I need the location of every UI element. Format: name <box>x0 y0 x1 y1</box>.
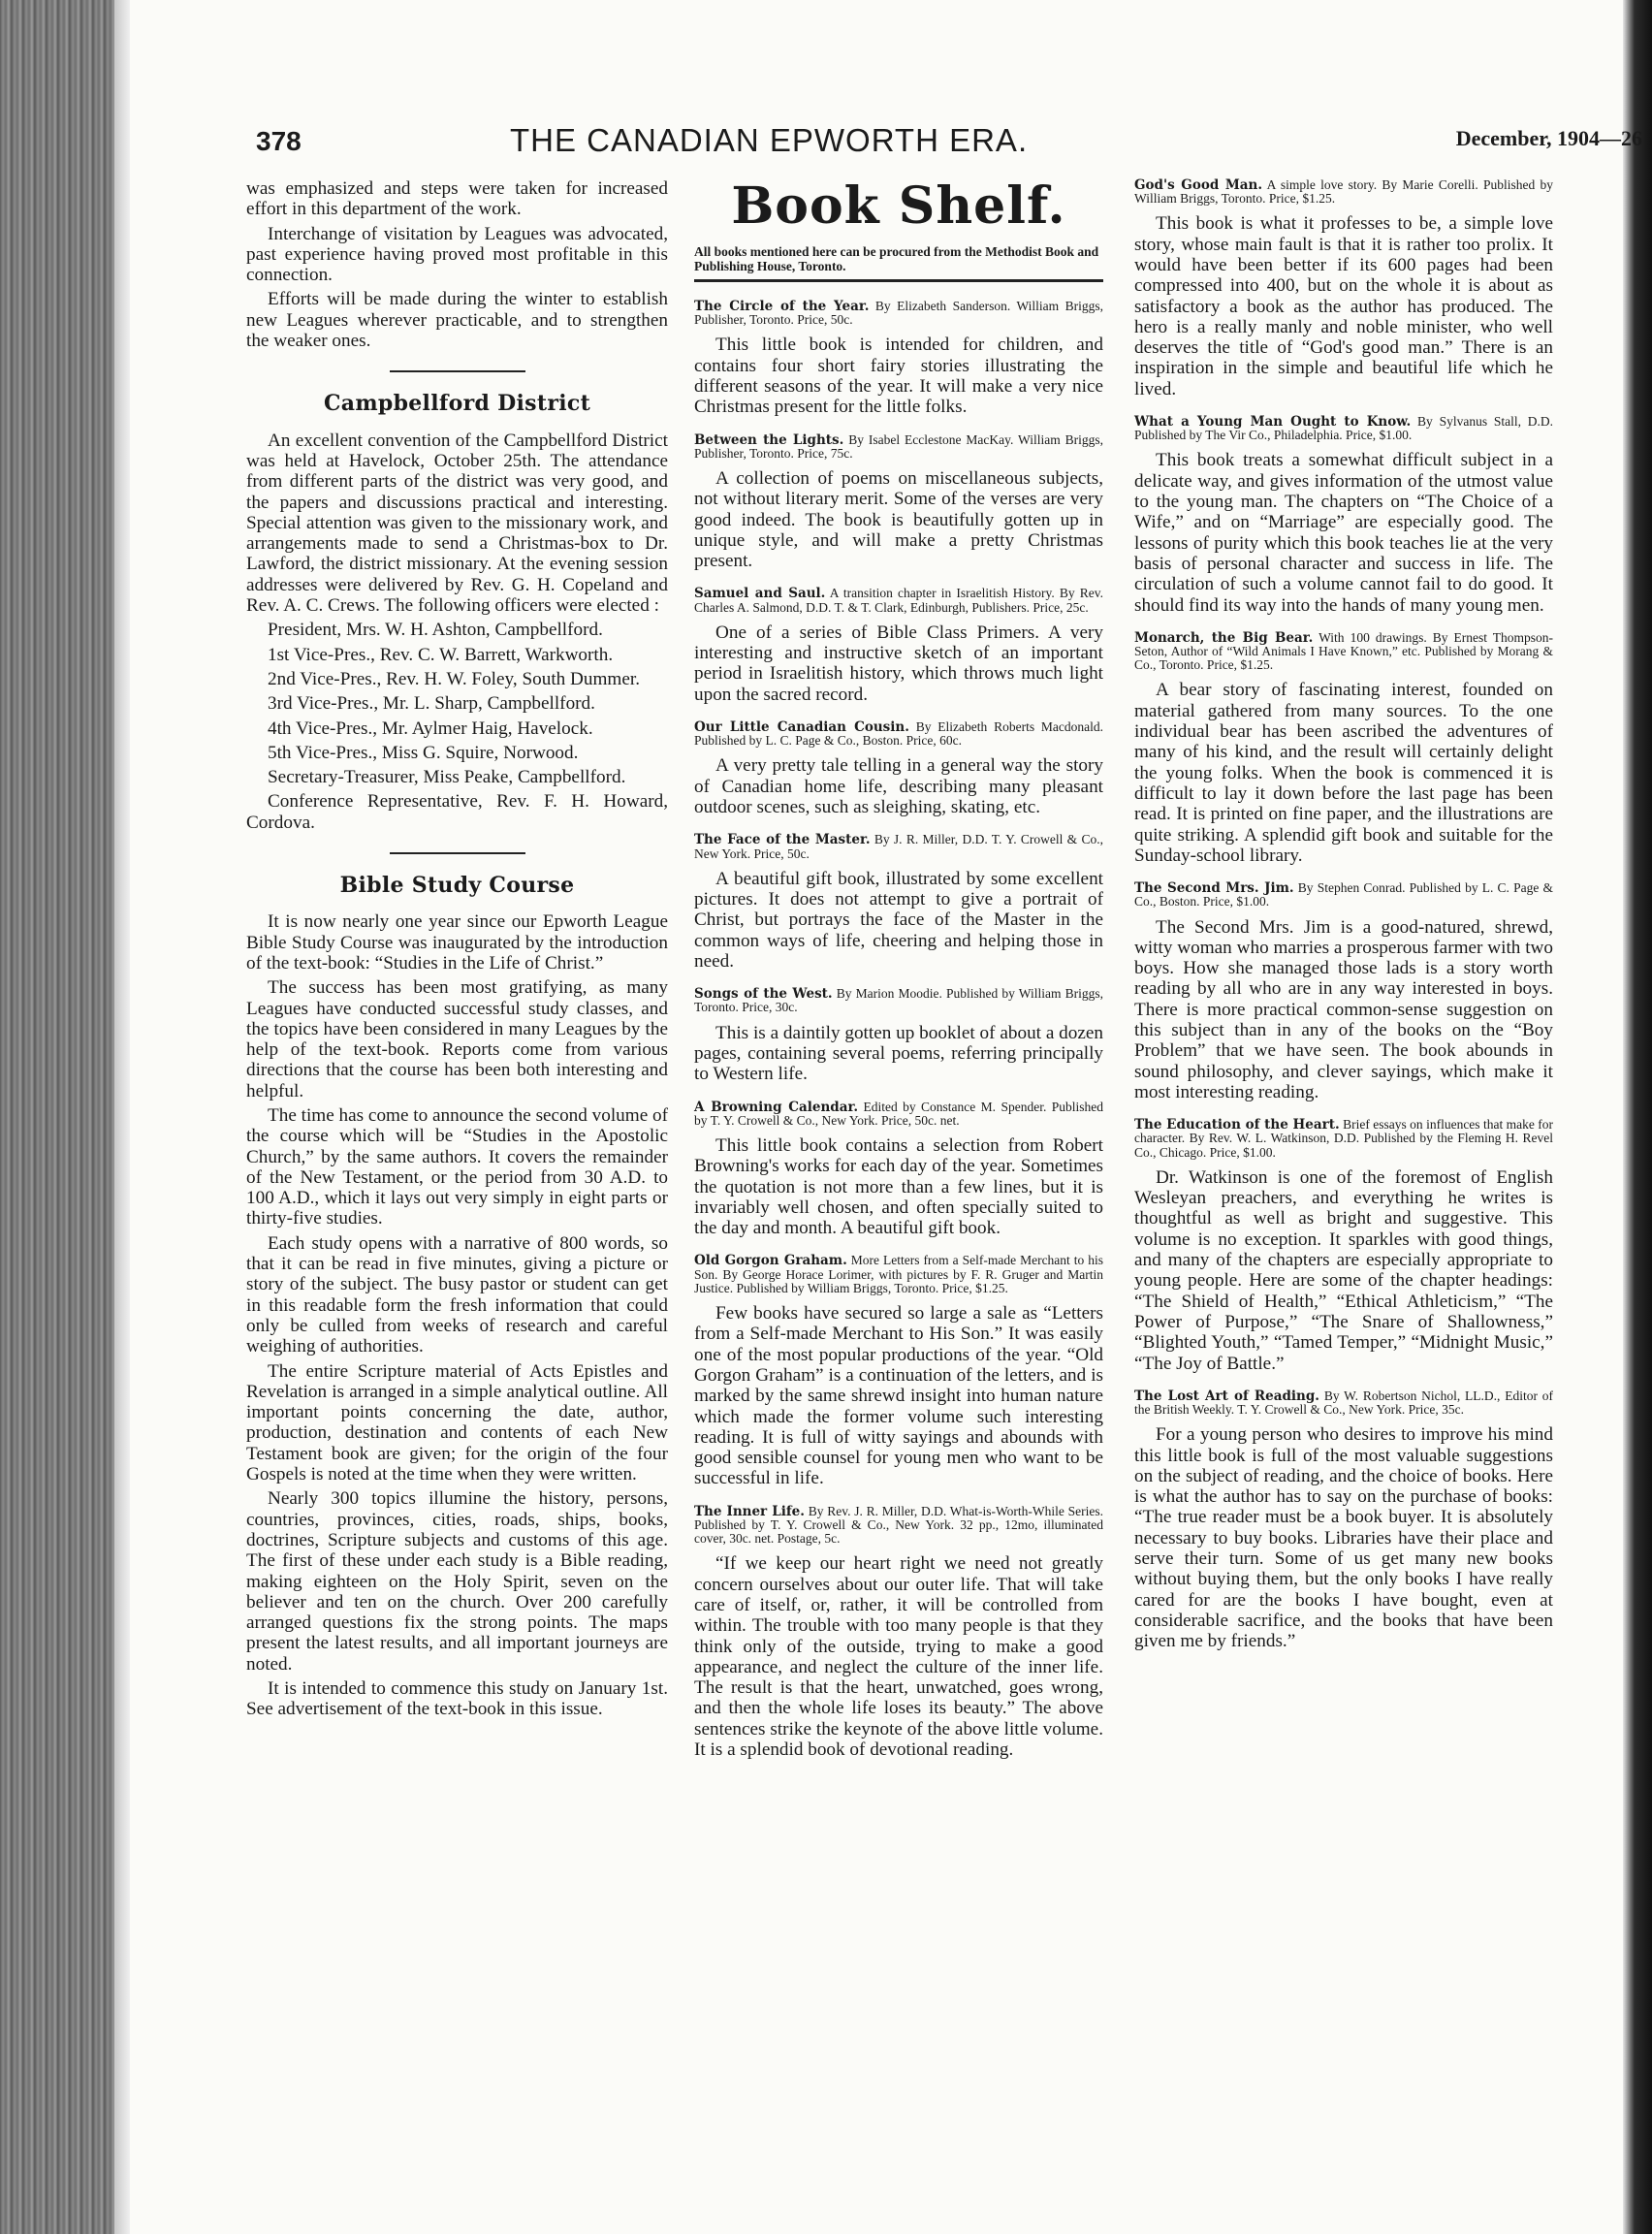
book-meta: By Stephen Conrad. Published by L. C. Page & Co., Boston. Price, $1.00. <box>1134 880 1553 910</box>
book-title: A Browning Calendar. <box>694 1099 859 1115</box>
section-divider <box>390 370 525 372</box>
officer-line: 1st Vice-Pres., Rev. C. W. Barrett, Warkworth. <box>268 644 614 665</box>
book-review-text: This little book contains a selection from Robert Browning's works for each day of the year. Sometimes the quotation is not more than a few lines, but it is invariably well chosen, and often specially suited to the day and month. A beautiful gift book. <box>694 1134 1103 1239</box>
book-review <box>1134 631 1553 866</box>
book-review-text: The Second Mrs. Jim is a good-natured, shrewd, witty woman who marries a prosperous farmer with two boys. How she managed those lads is a story worth reading by all who are in any way interested in boys. There is more practical common-sense suggestion on this subject than in any of the books on the “Boy Problem” that we have seen. The book abounds in sound philosophy, and clever sayings, which make it most interesting reading. <box>1134 916 1553 1102</box>
paragraph: Each study opens with a narrative of 800 words, so that it can be read in five minutes, giving a picture or story of the subject. The busy pastor or student can get in this readable form the fresh information that could only be culled from weeks of research and careful weighing of authorities. <box>246 1232 668 1357</box>
book-review-text: This is a daintily gotten up booklet of about a dozen pages, containing several poems, referring principally to Western life. <box>694 1022 1103 1085</box>
section-heading-campbellford: Campbellford District <box>323 391 591 417</box>
book-citation <box>694 587 1103 614</box>
book-review-text: Dr. Watkinson is one of the foremost of English Wesleyan preachers, and everything he writes is thoughtful as well as bright and suggestive. This volume is no exception. It sparkles with good things, and many of the chapters are especially appropriate to young people. Here are some of the chapter headings: “The Shield of Health,” “Ethical Athleticism,” “The Power of Purpose,” “The Snare of Shallowness,” “Blighted Youth,” “Tamed Temper,” “Midnight Music,” “The Joy of Battle.” <box>1134 1166 1553 1374</box>
book-title: Old Gorgon Graham. <box>694 1253 847 1269</box>
book-review <box>1134 1118 1553 1374</box>
book-citation <box>694 433 1103 461</box>
book-citation <box>1134 178 1553 206</box>
paragraph: Interchange of visitation by Leagues was advocated, past experience having proved most profitable in this connection. <box>246 223 668 286</box>
book-review-text: This little book is intended for children, and contains four short fairy stories illustrating the different seasons of the year. It will make a very nice Christmas present for the little folks. <box>694 335 1103 418</box>
book-title: The Circle of the Year. <box>694 299 870 314</box>
book-meta: Brief essays on influences that make for character. By Rev. W. L. Watkinson, D.D. Published by the Fleming H. Revel Co., Chicago. Price, $1.00. <box>1134 1117 1554 1160</box>
book-meta: Edited by Constance M. Spender. Published by T. Y. Crowell & Co., New York. Price, 50c. net. <box>694 1099 1103 1128</box>
book-review-text: This book treats a somewhat difficult subject in a delicate way, and gives information of the utmost value to the young man. The chapters on “The Choice of a Wife,” and on “Marriage” are especially good. The lessons of purity which this book teaches lie at the very basis of personal character and success in life. The circulation of such a volume cannot fail to do good. It should find its way into the hands of many young men. <box>1134 450 1553 616</box>
officer-line: Secretary-Treasurer, Miss Peake, Campbellford. <box>268 767 626 788</box>
book-meta: With 100 drawings. By Ernest Thompson-Seton, Author of “Wild Animals I Have Known,” etc. Published by Morang & Co., Toronto. Price, $1.25. <box>1134 629 1553 673</box>
book-title: The Face of the Master. <box>694 832 871 848</box>
journal-title: THE CANADIAN EPWORTH ERA. <box>510 122 1029 158</box>
section-divider <box>390 852 525 854</box>
book-review-text: “If we keep our heart right we need not greatly concern ourselves about our outer life. That will take care of itself, or, rather, it will be controlled from within. The trouble with too many people is that they think only of the outside, trying to make a good appearance, and neglect the culture of the inner life. The result is that the heart, unwatched, goes wrong, and then the whole life loses its beauty.” The above sentences strike the keynote of the above little volume. It is a splendid book of devotional reading. <box>694 1553 1103 1761</box>
book-title: Between the Lights. <box>694 431 844 448</box>
book-title: God's Good Man. <box>1134 177 1263 193</box>
left-column <box>246 178 668 1724</box>
book-review <box>694 587 1103 705</box>
book-citation <box>694 1254 1103 1295</box>
page-gutter <box>114 0 130 2234</box>
book-review <box>1134 415 1553 616</box>
book-citation <box>1134 1118 1553 1160</box>
book-meta: By Isabel Ecclestone MacKay. William Briggs, Publisher, Toronto. Price, 75c. <box>694 431 1103 461</box>
book-review <box>1134 1389 1553 1652</box>
book-meta: By Sylvanus Stall, D.D. Published by The Vir Co., Philadelphia. Price, $1.00. <box>1134 414 1554 443</box>
book-citation <box>694 833 1103 860</box>
book-review-text: A beautiful gift book, illustrated by some excellent pictures. It does not attempt to give a portrait of Christ, but portrays the face of the Master in the common ways of life, cheering and helping those in need. <box>694 868 1103 972</box>
printed-page <box>130 0 1642 2234</box>
book-review <box>1134 178 1553 399</box>
book-review-text: A collection of poems on miscellaneous subjects, not without literary merit. Some of the verses are very good indeed. The book is beautifully gotten up in unique style, and will make a pretty Christmas present. <box>694 468 1103 572</box>
book-title: What a Young Man Ought to Know. <box>1134 414 1412 431</box>
book-citation <box>1134 881 1553 909</box>
book-meta: By Elizabeth Roberts Macdonald. Published by L. C. Page & Co., Boston. Price, 60c. <box>694 719 1103 749</box>
book-citation <box>694 1101 1103 1128</box>
paragraph: The time has come to announce the second volume of the course which will be “Studies in the Apostolic Church,” by the same authors. It covers the remainder of the New Testament, or the period from 30 A.D. to 100 A.D., which it lays out very simply in eight parts or thirty-five studies. <box>246 1104 668 1229</box>
right-column <box>1134 178 1553 1667</box>
book-title: Our Little Canadian Cousin. <box>694 719 909 736</box>
paragraph: Efforts will be made during the winter to establish new Leagues wherever practicable, and to strengthen the weaker ones. <box>246 289 668 352</box>
officer-line: 4th Vice-Pres., Mr. Aylmer Haig, Havelock. <box>268 718 593 739</box>
book-meta: By W. Robertson Nichol, LL.D., Editor of the British Weekly. T. Y. Crowell & Co., New York. Price, 35c. <box>1134 1388 1554 1417</box>
book-title: The Second Mrs. Jim. <box>1134 880 1294 897</box>
page-header <box>256 122 1642 161</box>
title-rule <box>694 279 1103 282</box>
officer-line: President, Mrs. W. H. Ashton, Campbellford. <box>268 620 603 641</box>
book-review <box>694 300 1103 418</box>
book-review-text: A very pretty tale telling in a general way the story of Canadian home life, describing many pleasant outdoor scenes, such as sleighing, skating, etc. <box>694 755 1103 818</box>
book-review-text: One of a series of Bible Class Primers. A very interesting and instructive sketch of an important period in Israelitish history, which throws much light upon the sacred record. <box>694 622 1103 705</box>
book-review <box>694 1254 1103 1488</box>
book-shelf-title: Book Shelf. <box>731 176 1066 236</box>
officer-line: 2nd Vice-Pres., Rev. H. W. Foley, South Dummer. <box>268 668 640 689</box>
book-shelf-note: All books mentioned here can be procured from the Methodist Book and Publishing House, Toronto. <box>694 244 1099 273</box>
book-meta: A transition chapter in Israelitish History. By Rev. Charles A. Salmond, D.D. T. & T. Clark, Edinburgh, Publishers. Price, 25c. <box>694 586 1103 615</box>
paragraph: It is now nearly one year since our Epworth League Bible Study Course was inaugurated by the introduction of the text-book: “Studies in the Life of Christ.” <box>246 911 668 973</box>
paragraph: was emphasized and steps were taken for increased effort in this department of the work. <box>246 178 668 220</box>
book-meta: More Letters from a Self-made Merchant to his Son. By George Horace Lorimer, with pictures by F. R. Gruger and Martin Justice. Published by William Briggs, Toronto. Price, $1.25. <box>694 1253 1104 1295</box>
book-review-text: This book is what it professes to be, a simple love story, whose main fault is that it is rather too prolix. It would have been better if its 600 pages had been compressed into 400, but on the whole it is about as satisfactory a book as the author has produced. The hero is a really manly and noble minister, who well deserves the title of “God's good man.” There is an inspiration in the simple and beautiful life which he lived. <box>1134 213 1553 399</box>
book-review-text: Few books have secured so large a sale as “Letters from a Self-made Merchant to His Son.” It was easily one of the most popular productions of the year. “Old Gorgon Graham” is a continuation of the letters, and is marked by the same shrewd insight into human nature which made the former volume such interesting reading. It is full of witty sayings and abounds with good sensible counsel for young men who want to be successful in life. <box>694 1303 1103 1489</box>
book-review-text: A bear story of fascinating interest, founded on material gathered from many sources. To the one individual bear has been ascribed the adventures of many of his kind, and the result will certainly delight the young folks. When the book is commenced it is difficult to lay it down before the last page has been read. It is printed on fine paper, and the illustrations are quite striking. A splendid gift book and suitable for the Sunday-school library. <box>1134 680 1553 866</box>
book-review <box>694 987 1103 1084</box>
paragraph: The entire Scripture material of Acts Epistles and Revelation is arranged in a simple analytical outline. All important points concerning the date, author, production, destination and contents of each New Testament book are given; for the origin of the four Gospels is noted at the time when they were written. <box>246 1360 668 1485</box>
officer-line: 3rd Vice-Pres., Mr. L. Sharp, Campbellford. <box>268 693 595 715</box>
book-review <box>694 720 1103 817</box>
issue-date: December, 1904—26 <box>1455 126 1642 150</box>
book-title: The Lost Art of Reading. <box>1134 1388 1320 1404</box>
officer-line: Conference Representative, Rev. F. H. Howard, Cordova. <box>246 791 668 833</box>
paragraph: It is intended to commence this study on January 1st. See advertisement of the text-book in this issue. <box>246 1678 668 1720</box>
section-heading-bible-study: Bible Study Course <box>339 873 575 899</box>
book-title: Monarch, the Big Bear. <box>1134 629 1314 646</box>
book-citation <box>694 300 1103 327</box>
book-title: The Education of the Heart. <box>1134 1117 1340 1133</box>
book-review <box>1134 881 1553 1102</box>
book-meta: By Marion Moodie. Published by William Briggs, Toronto. Price, 30c. <box>694 986 1103 1015</box>
book-citation <box>694 720 1103 748</box>
book-review <box>694 1101 1103 1239</box>
book-meta: By Elizabeth Sanderson. William Briggs, Publisher, Toronto. Price, 50c. <box>694 299 1104 328</box>
officer-line: 5th Vice-Pres., Miss G. Squire, Norwood. <box>268 742 579 763</box>
book-meta: A simple love story. By Marie Corelli. Published by William Briggs, Toronto. Price, $1.25. <box>1134 177 1553 207</box>
book-title: Samuel and Saul. <box>694 586 826 602</box>
right-page-edge <box>1623 0 1652 2234</box>
book-title: Songs of the West. <box>694 986 833 1003</box>
book-review <box>694 833 1103 972</box>
book-citation <box>694 987 1103 1014</box>
book-meta: By Rev. J. R. Miller, D.D. What-is-Worth-While Series. Published by T. Y. Crowell & Co., New York. 32 pp., 12mo, illuminated cover, 30c. net. Postage, 5c. <box>694 1503 1104 1547</box>
book-citation <box>1134 1389 1553 1417</box>
book-citation <box>1134 415 1553 442</box>
paragraph: An excellent convention of the Campbellford District was held at Havelock, October 25th. The attendance from different parts of the district was very good, and the papers and discussions practical and interesting. Special attention was given to the missionary work, and arrangements made to send a Christmas-box to Dr. Lawford, the district missionary. At the evening session addresses were delivered by Rev. G. H. Copeland and Rev. A. C. Crews. The following officers were elected : <box>246 430 668 617</box>
book-citation <box>694 1505 1103 1547</box>
book-title: The Inner Life. <box>694 1503 805 1519</box>
page-number: 378 <box>256 126 302 156</box>
book-review <box>694 1505 1103 1761</box>
book-meta: By J. R. Miller, D.D. T. Y. Crowell & Co., New York. Price, 50c. <box>694 832 1103 861</box>
paragraph: Nearly 300 topics illumine the history, persons, countries, provinces, cities, roads, ships, books, doctrines, Scripture subjects and customs of this age. The first of these under each study is a Bible reading, making eighteen on the Holy Spirit, seven on the believer and ten on the church. Over 200 carefully arranged questions fix the strong points. The maps present the latest results, and all important journeys are noted. <box>246 1488 668 1675</box>
book-review <box>694 433 1103 572</box>
middle-column <box>694 178 1103 1775</box>
book-review-text: For a young person who desires to improve his mind this little book is full of the most valuable suggestions on the subject of reading, and the choice of books. Here is what the author has to say on the purchase of books: “The true reader must be a book buyer. It is absolutely necessary to buy books. Libraries have their place and serve their turn. Some of us get many new books without buying them, but the only books I have really cared for are the books I have bought, even at considerable sacrifice, and the books that have been given me by friends.” <box>1134 1424 1553 1652</box>
book-citation <box>1134 631 1553 673</box>
paragraph: The success has been most gratifying, as many Leagues have conducted successful study classes, and the topics have been considered in many Leagues by the help of the text-book. Reports come from various directions that the course has been both interesting and helpful. <box>246 977 668 1101</box>
middle-review-list <box>694 300 1103 1760</box>
book-binding-edge <box>0 0 114 2234</box>
right-review-list <box>1134 178 1553 1651</box>
